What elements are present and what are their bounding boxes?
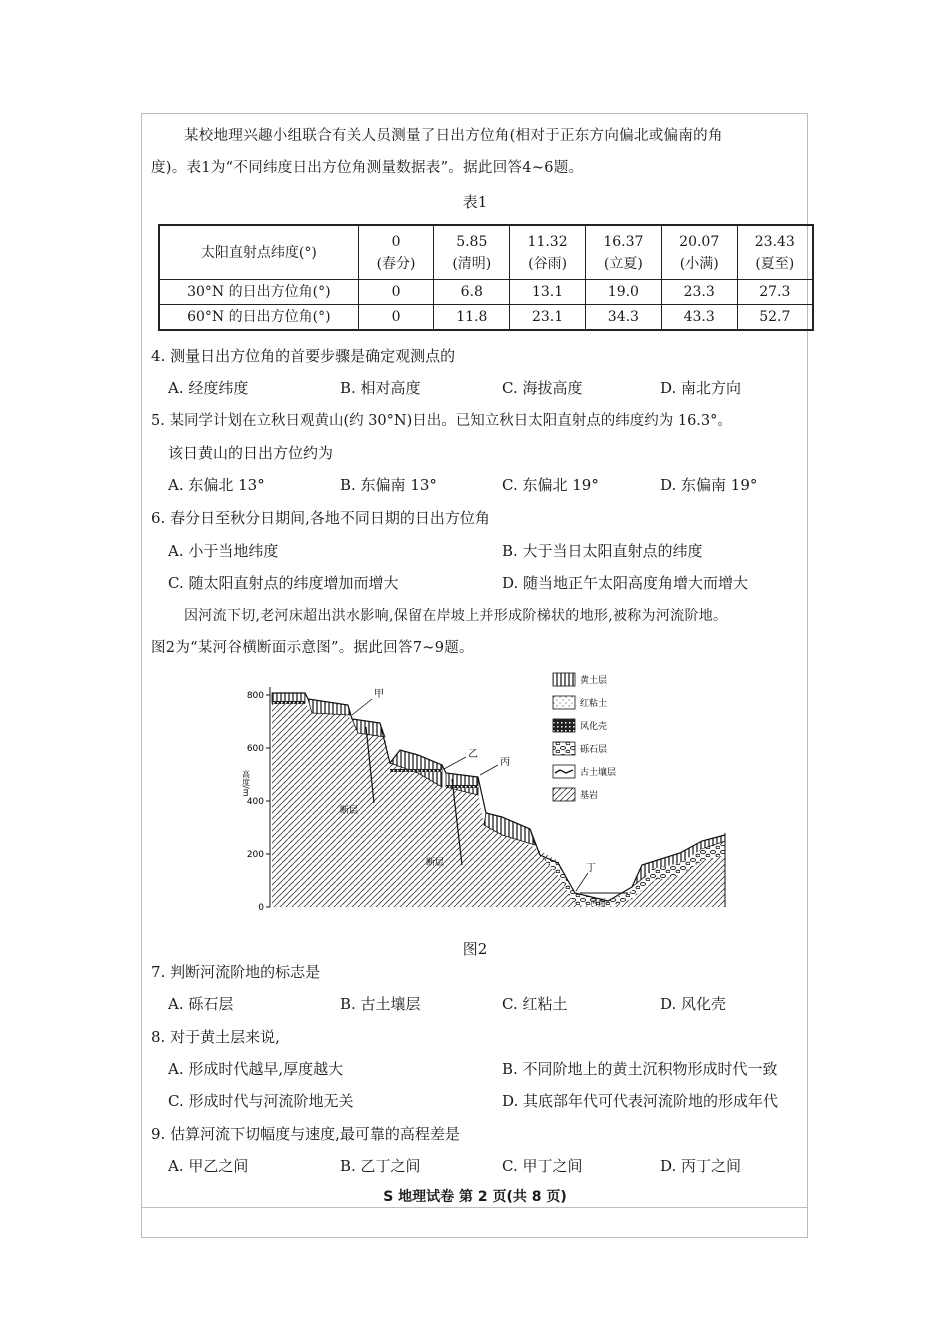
- legend-swatch-red-clay: [553, 696, 575, 709]
- label-yi: 乙: [468, 749, 478, 760]
- q7-option-c: C. 红粘土: [502, 995, 568, 1013]
- header-term: (春分): [376, 255, 416, 272]
- legend-label: 砾石层: [580, 745, 608, 755]
- table-cell: 6.8: [434, 280, 510, 305]
- q8-option-b: B. 不同阶地上的黄土沉积物形成时代一致: [502, 1060, 778, 1078]
- y-tick-label: 0: [258, 903, 264, 913]
- y-tick-label: 800: [246, 691, 264, 701]
- q9-option-d: D. 丙丁之间: [660, 1157, 742, 1175]
- header-term: (夏至): [755, 255, 795, 272]
- q8-stem: 8. 对于黄土层来说,: [151, 1028, 280, 1046]
- frame-divider: [141, 1207, 808, 1208]
- table-row: [159, 280, 813, 305]
- q9-option-c: C. 甲丁之间: [502, 1157, 583, 1175]
- table-cell: 0: [358, 280, 434, 305]
- table-cell: 11.8: [434, 305, 510, 331]
- legend-swatch-gravel: [553, 742, 575, 755]
- q6-stem: 6. 春分日至秋分日期间,各地不同日期的日出方位角: [151, 509, 490, 527]
- label-ding: 丁: [586, 863, 596, 874]
- header-term: (立夏): [603, 255, 643, 272]
- row-label: 60°N 的日出方位角(°): [159, 305, 358, 331]
- q6-option-a: A. 小于当地纬度: [168, 542, 279, 560]
- river-valley-cross-section: [240, 665, 730, 940]
- legend-label: 基岩: [580, 791, 599, 801]
- q5-option-d: D. 东偏南 19°: [660, 476, 758, 494]
- q8-option-c: C. 形成时代与河流阶地无关: [168, 1092, 354, 1110]
- legend-swatch-bedrock: [553, 788, 575, 801]
- q6-option-c: C. 随太阳直射点的纬度增加而增大: [168, 574, 399, 592]
- table-cell: 52.7: [737, 305, 813, 331]
- q8-option-d: D. 其底部年代可代表河流阶地的形成年代: [502, 1092, 779, 1110]
- intro2-line2: 图2为“某河谷横断面示意图”。据此回答7~9题。: [151, 640, 474, 656]
- table-cell: 43.3: [661, 305, 737, 331]
- header-value: 20.07: [679, 233, 720, 250]
- q4-option-b: B. 相对高度: [340, 379, 421, 397]
- legend-swatch-loess: [553, 673, 575, 686]
- table-header-cell: [737, 225, 813, 280]
- q4-option-c: C. 海拔高度: [502, 379, 583, 397]
- q5-stem-line1: 5. 某同学计划在立秋日观黄山(约 30°N)日出。已知立秋日太阳直射点的纬度约为 16.3°。: [151, 413, 732, 429]
- intro1-line1: 某校地理兴趣小组联合有关人员测量了日出方位角(相对于正东方向偏北或偏南的角: [184, 128, 723, 144]
- q6-option-b: B. 大于当日太阳直射点的纬度: [502, 542, 703, 560]
- q7-option-b: B. 古土壤层: [340, 995, 421, 1013]
- q9-stem: 9. 估算河流下切幅度与速度,最可靠的高程差是: [151, 1125, 460, 1143]
- q4-option-a: A. 经度纬度: [168, 379, 249, 397]
- q5-option-b: B. 东偏南 13°: [340, 476, 437, 494]
- table-header-cell: [585, 225, 661, 280]
- header-value: 5.85: [456, 233, 488, 250]
- intro2-line1: 因河流下切,老河床超出洪水影响,保留在岸坡上并形成阶梯状的地形,被称为河流阶地。: [184, 608, 728, 624]
- table-header-label: 太阳直射点纬度(°): [159, 225, 358, 280]
- legend-label: 风化壳: [580, 722, 608, 732]
- label-jia: 甲: [374, 689, 384, 700]
- legend-label: 红粘土: [580, 699, 608, 709]
- q5-stem-line2: 该日黄山的日出方位约为: [168, 444, 334, 462]
- q9-option-b: B. 乙丁之间: [340, 1157, 421, 1175]
- table-cell: 23.3: [661, 280, 737, 305]
- q7-option-a: A. 砾石层: [168, 995, 234, 1013]
- label-fault-2: 断层: [426, 858, 445, 868]
- table-cell: 23.1: [510, 305, 586, 331]
- table-cell: 13.1: [510, 280, 586, 305]
- y-tick-label: 400: [246, 797, 264, 807]
- legend-label: 黄土层: [580, 676, 608, 686]
- q5-option-a: A. 东偏北 13°: [168, 476, 265, 494]
- page-footer: S 地理试卷 第 2 页(共 8 页): [383, 1189, 567, 1205]
- y-axis-label: 高度/m: [241, 770, 251, 797]
- label-fault-1: 断层: [340, 806, 359, 816]
- table-header-cell: [510, 225, 586, 280]
- table-header-cell: [434, 225, 510, 280]
- table-cell: 34.3: [585, 305, 661, 331]
- table-cell: 0: [358, 305, 434, 331]
- q4-option-d: D. 南北方向: [660, 379, 742, 397]
- header-value: 23.43: [754, 233, 795, 250]
- table-row: [159, 305, 813, 331]
- table-cell: 27.3: [737, 280, 813, 305]
- azimuth-table: [158, 224, 814, 331]
- header-value: 0: [391, 233, 401, 250]
- q5-option-c: C. 东偏北 19°: [502, 476, 599, 494]
- y-axis: [242, 687, 271, 913]
- header-term: (谷雨): [528, 255, 568, 272]
- label-river: 河面: [590, 898, 606, 907]
- q9-option-a: A. 甲乙之间: [168, 1157, 249, 1175]
- header-value: 11.32: [527, 233, 568, 250]
- label-bing: 丙: [500, 757, 510, 768]
- table-cell: 19.0: [585, 280, 661, 305]
- q7-option-d: D. 风化壳: [660, 995, 727, 1013]
- intro1-line2: 度)。表1为“不同纬度日出方位角测量数据表”。据此回答4~6题。: [151, 160, 584, 176]
- table-caption: 表1: [462, 193, 488, 211]
- legend-label: 古土壤层: [580, 768, 617, 778]
- figure-legend: [553, 673, 616, 801]
- q4-stem: 4. 测量日出方位角的首要步骤是确定观测点的: [151, 347, 456, 365]
- y-tick-label: 600: [246, 744, 264, 754]
- y-tick-label: 200: [246, 850, 264, 860]
- table-header-cell: [358, 225, 434, 280]
- header-term: (清明): [452, 255, 492, 272]
- q8-option-a: A. 形成时代越早,厚度越大: [168, 1060, 344, 1078]
- legend-swatch-weathering: [553, 719, 575, 732]
- figure-caption: 图2: [462, 940, 488, 958]
- q6-option-d: D. 随当地正午太阳高度角增大而增大: [502, 574, 749, 592]
- header-value: 16.37: [603, 233, 644, 250]
- table-header-cell: [661, 225, 737, 280]
- header-term: (小满): [679, 255, 719, 272]
- row-label: 30°N 的日出方位角(°): [159, 280, 358, 305]
- q7-stem: 7. 判断河流阶地的标志是: [151, 963, 321, 981]
- table-header-row: [159, 225, 813, 280]
